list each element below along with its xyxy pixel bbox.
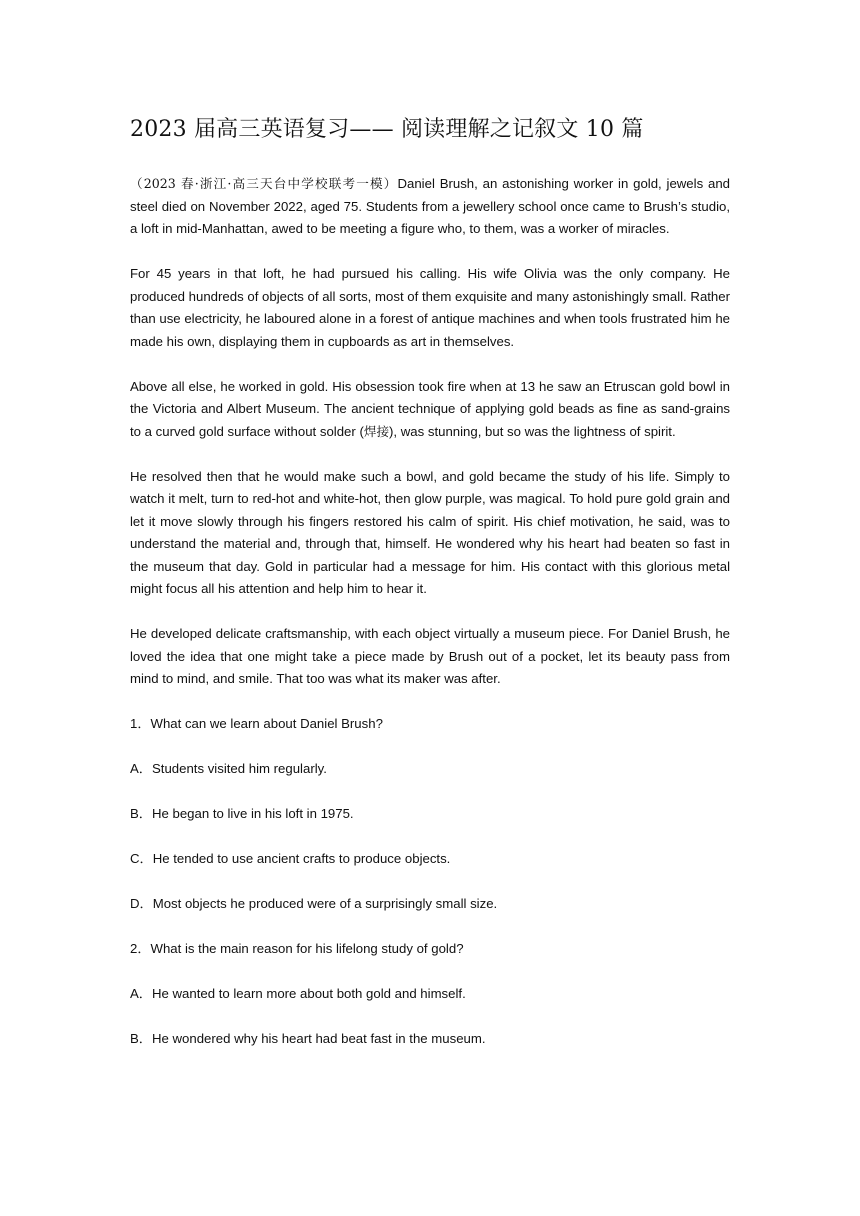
source-citation: （2023 春·浙江·高三天台中学校联考一模） (130, 176, 398, 191)
answer-option-b: B．He began to live in his loft in 1975. (130, 806, 354, 821)
question-1 (130, 713, 730, 916)
answer-option-a: A．He wanted to learn more about both gold and himself. (130, 986, 466, 1001)
answer-option-d: D．Most objects he produced were of a surprisingly small size. (130, 896, 498, 911)
answer-option-c: C．He tended to use ancient crafts to produce objects. (130, 851, 451, 866)
passage-paragraph-5: He developed delicate craftsmanship, with each object virtually a museum piece. For Daniel Brush, he loved the idea that one might take a piece made by Brush out of a pocket, let its beauty pass from mind to mind, and smile. That too was what its maker was after. (130, 626, 730, 686)
document-body (130, 173, 730, 1073)
paragraph-text: Daniel Brush, an astonishing worker in gold, jewels and steel died on November 2022, aged 75. Students from a jewellery school once came to Brush’s studio, a loft in mid-Manhattan, awed to be meeting a figure who, to them, was a worker of miracles. (130, 176, 730, 236)
question-stem: 1．What can we learn about Daniel Brush? (130, 716, 383, 731)
paragraph-text: Above all else, he worked in gold. His obsession took fire when at 13 he saw an Etruscan gold bowl in the Victoria and Albert Museum. The ancient technique of applying gold beads as fine as sand-grains to a curved gold surface without solder ( (130, 378, 730, 439)
question-2 (130, 938, 730, 1051)
passage-paragraph-3 (130, 376, 730, 444)
page-title: 2023 届高三英语复习—— 阅读理解之记叙文 10 篇 (130, 117, 644, 142)
passage-paragraph-4: He resolved then that he would make such a bowl, and gold became the study of his life. Simply to watch it melt, turn to red-hot and white-hot, then glow purple, was magical. To hold pure gold grain and let it move slowly through his fingers restored his calm of spirit. His chief motivation, he said, was to understand the material and, through that, himself. He wondered why his heart had beaten so fast in the museum that day. Gold in particular had a message for him. His contact with this glorious metal might focus all his attention and help him to hear it. (130, 468, 730, 596)
answer-option-a: A．Students visited him regularly. (130, 761, 327, 776)
paragraph-text: ), was stunning, but so was the lightness of spirit. (389, 423, 676, 439)
question-stem: 2．What is the main reason for his lifelong study of gold? (130, 941, 464, 956)
chinese-gloss: 焊接 (363, 423, 390, 439)
answer-option-b: B．He wondered why his heart had beat fast in the museum. (130, 1031, 486, 1046)
passage-paragraph-1 (130, 173, 730, 241)
passage-paragraph-2: For 45 years in that loft, he had pursued his calling. His wife Olivia was the only company. He produced hundreds of objects of all sorts, most of them exquisite and many astonishingly small. Rather than use electricity, he laboured alone in a forest of antique machines and when tools frustrated him he made his own, displaying them in cupboards as art in themselves. (130, 266, 730, 349)
